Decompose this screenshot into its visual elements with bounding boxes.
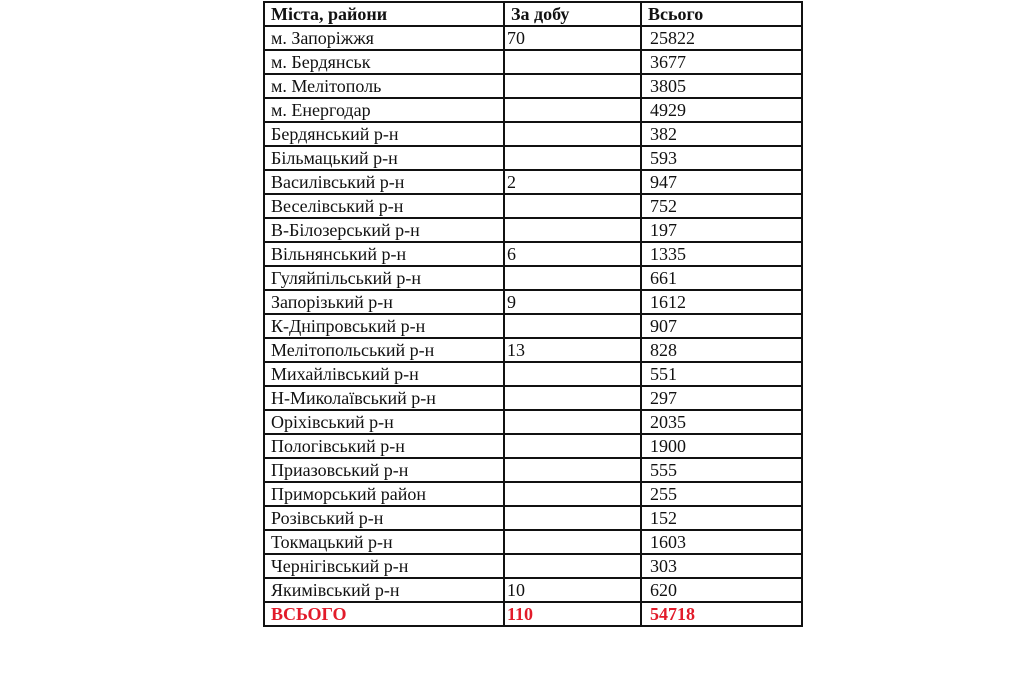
table-row — [264, 146, 802, 170]
row-per-day-cell — [504, 506, 641, 530]
table-row — [264, 482, 802, 506]
row-total-cell: 551 — [641, 362, 802, 386]
table-total-row — [264, 602, 802, 626]
table-row — [264, 314, 802, 338]
row-total-cell: 1335 — [641, 242, 802, 266]
row-total-cell: 555 — [641, 458, 802, 482]
total-per-day: 110 — [504, 602, 641, 626]
header-total: Всього — [641, 2, 802, 26]
table-row — [264, 266, 802, 290]
row-per-day-cell — [504, 122, 641, 146]
row-name-cell: м. Запоріжжя — [264, 26, 504, 50]
row-total-cell: 4929 — [641, 98, 802, 122]
row-name-cell: Пологівський р-н — [264, 434, 504, 458]
table-row — [264, 554, 802, 578]
row-total-cell: 197 — [641, 218, 802, 242]
total-all: 54718 — [641, 602, 802, 626]
row-total-cell: 2035 — [641, 410, 802, 434]
row-total-cell: 1612 — [641, 290, 802, 314]
row-per-day-cell — [504, 266, 641, 290]
row-name-cell: Вільнянський р-н — [264, 242, 504, 266]
row-name-cell: Якимівський р-н — [264, 578, 504, 602]
table-row — [264, 26, 802, 50]
table-row — [264, 362, 802, 386]
row-per-day-cell — [504, 98, 641, 122]
table-row — [264, 122, 802, 146]
table-row — [264, 242, 802, 266]
row-name-cell: Михайлівський р-н — [264, 362, 504, 386]
row-per-day-cell — [504, 362, 641, 386]
row-per-day-cell — [504, 386, 641, 410]
header-per-day: За добу — [504, 2, 641, 26]
row-per-day-cell — [504, 74, 641, 98]
row-total-cell: 3677 — [641, 50, 802, 74]
row-total-cell: 661 — [641, 266, 802, 290]
row-per-day-cell — [504, 458, 641, 482]
row-name-cell: Приазовський р-н — [264, 458, 504, 482]
row-per-day-cell: 2 — [504, 170, 641, 194]
row-per-day-cell — [504, 530, 641, 554]
table-header-row — [264, 2, 802, 26]
row-name-cell: Розівський р-н — [264, 506, 504, 530]
table-row — [264, 506, 802, 530]
statistics-table-container — [263, 1, 801, 627]
row-name-cell: Веселівський р-н — [264, 194, 504, 218]
table-row — [264, 386, 802, 410]
row-per-day-cell — [504, 314, 641, 338]
row-per-day-cell: 6 — [504, 242, 641, 266]
table-row — [264, 50, 802, 74]
row-name-cell: Василівський р-н — [264, 170, 504, 194]
row-per-day-cell — [504, 554, 641, 578]
row-total-cell: 947 — [641, 170, 802, 194]
table-row — [264, 578, 802, 602]
table-row — [264, 218, 802, 242]
row-total-cell: 152 — [641, 506, 802, 530]
row-per-day-cell — [504, 50, 641, 74]
row-total-cell: 752 — [641, 194, 802, 218]
row-name-cell: Більмацький р-н — [264, 146, 504, 170]
table-row — [264, 170, 802, 194]
row-per-day-cell — [504, 218, 641, 242]
table-row — [264, 98, 802, 122]
row-name-cell: м. Бердянськ — [264, 50, 504, 74]
row-name-cell: Н-Миколаївський р-н — [264, 386, 504, 410]
row-name-cell: Приморський район — [264, 482, 504, 506]
row-total-cell: 303 — [641, 554, 802, 578]
row-name-cell: Токмацький р-н — [264, 530, 504, 554]
row-name-cell: Мелітопольський р-н — [264, 338, 504, 362]
row-name-cell: Запорізький р-н — [264, 290, 504, 314]
row-name-cell: м. Енергодар — [264, 98, 504, 122]
table-body — [264, 26, 802, 602]
row-per-day-cell — [504, 146, 641, 170]
row-total-cell: 297 — [641, 386, 802, 410]
row-name-cell: К-Дніпровський р-н — [264, 314, 504, 338]
row-per-day-cell — [504, 482, 641, 506]
row-per-day-cell: 70 — [504, 26, 641, 50]
row-total-cell: 620 — [641, 578, 802, 602]
row-per-day-cell — [504, 434, 641, 458]
row-total-cell: 593 — [641, 146, 802, 170]
table-row — [264, 338, 802, 362]
row-per-day-cell: 13 — [504, 338, 641, 362]
table-row — [264, 530, 802, 554]
row-total-cell: 3805 — [641, 74, 802, 98]
row-per-day-cell: 10 — [504, 578, 641, 602]
table-row — [264, 290, 802, 314]
row-name-cell: Бердянський р-н — [264, 122, 504, 146]
row-total-cell: 1900 — [641, 434, 802, 458]
row-name-cell: Оріхівський р-н — [264, 410, 504, 434]
total-label: ВСЬОГО — [264, 602, 504, 626]
table-row — [264, 458, 802, 482]
row-total-cell: 907 — [641, 314, 802, 338]
row-total-cell: 25822 — [641, 26, 802, 50]
statistics-table — [263, 1, 803, 627]
row-per-day-cell: 9 — [504, 290, 641, 314]
row-total-cell: 382 — [641, 122, 802, 146]
table-row — [264, 434, 802, 458]
table-row — [264, 410, 802, 434]
row-name-cell: Гуляйпільський р-н — [264, 266, 504, 290]
row-per-day-cell — [504, 194, 641, 218]
table-row — [264, 74, 802, 98]
row-name-cell: В-Білозерський р-н — [264, 218, 504, 242]
header-cities-districts: Міста, райони — [264, 2, 504, 26]
row-name-cell: Чернігівський р-н — [264, 554, 504, 578]
row-total-cell: 1603 — [641, 530, 802, 554]
row-total-cell: 255 — [641, 482, 802, 506]
row-total-cell: 828 — [641, 338, 802, 362]
table-row — [264, 194, 802, 218]
row-per-day-cell — [504, 410, 641, 434]
row-name-cell: м. Мелітополь — [264, 74, 504, 98]
